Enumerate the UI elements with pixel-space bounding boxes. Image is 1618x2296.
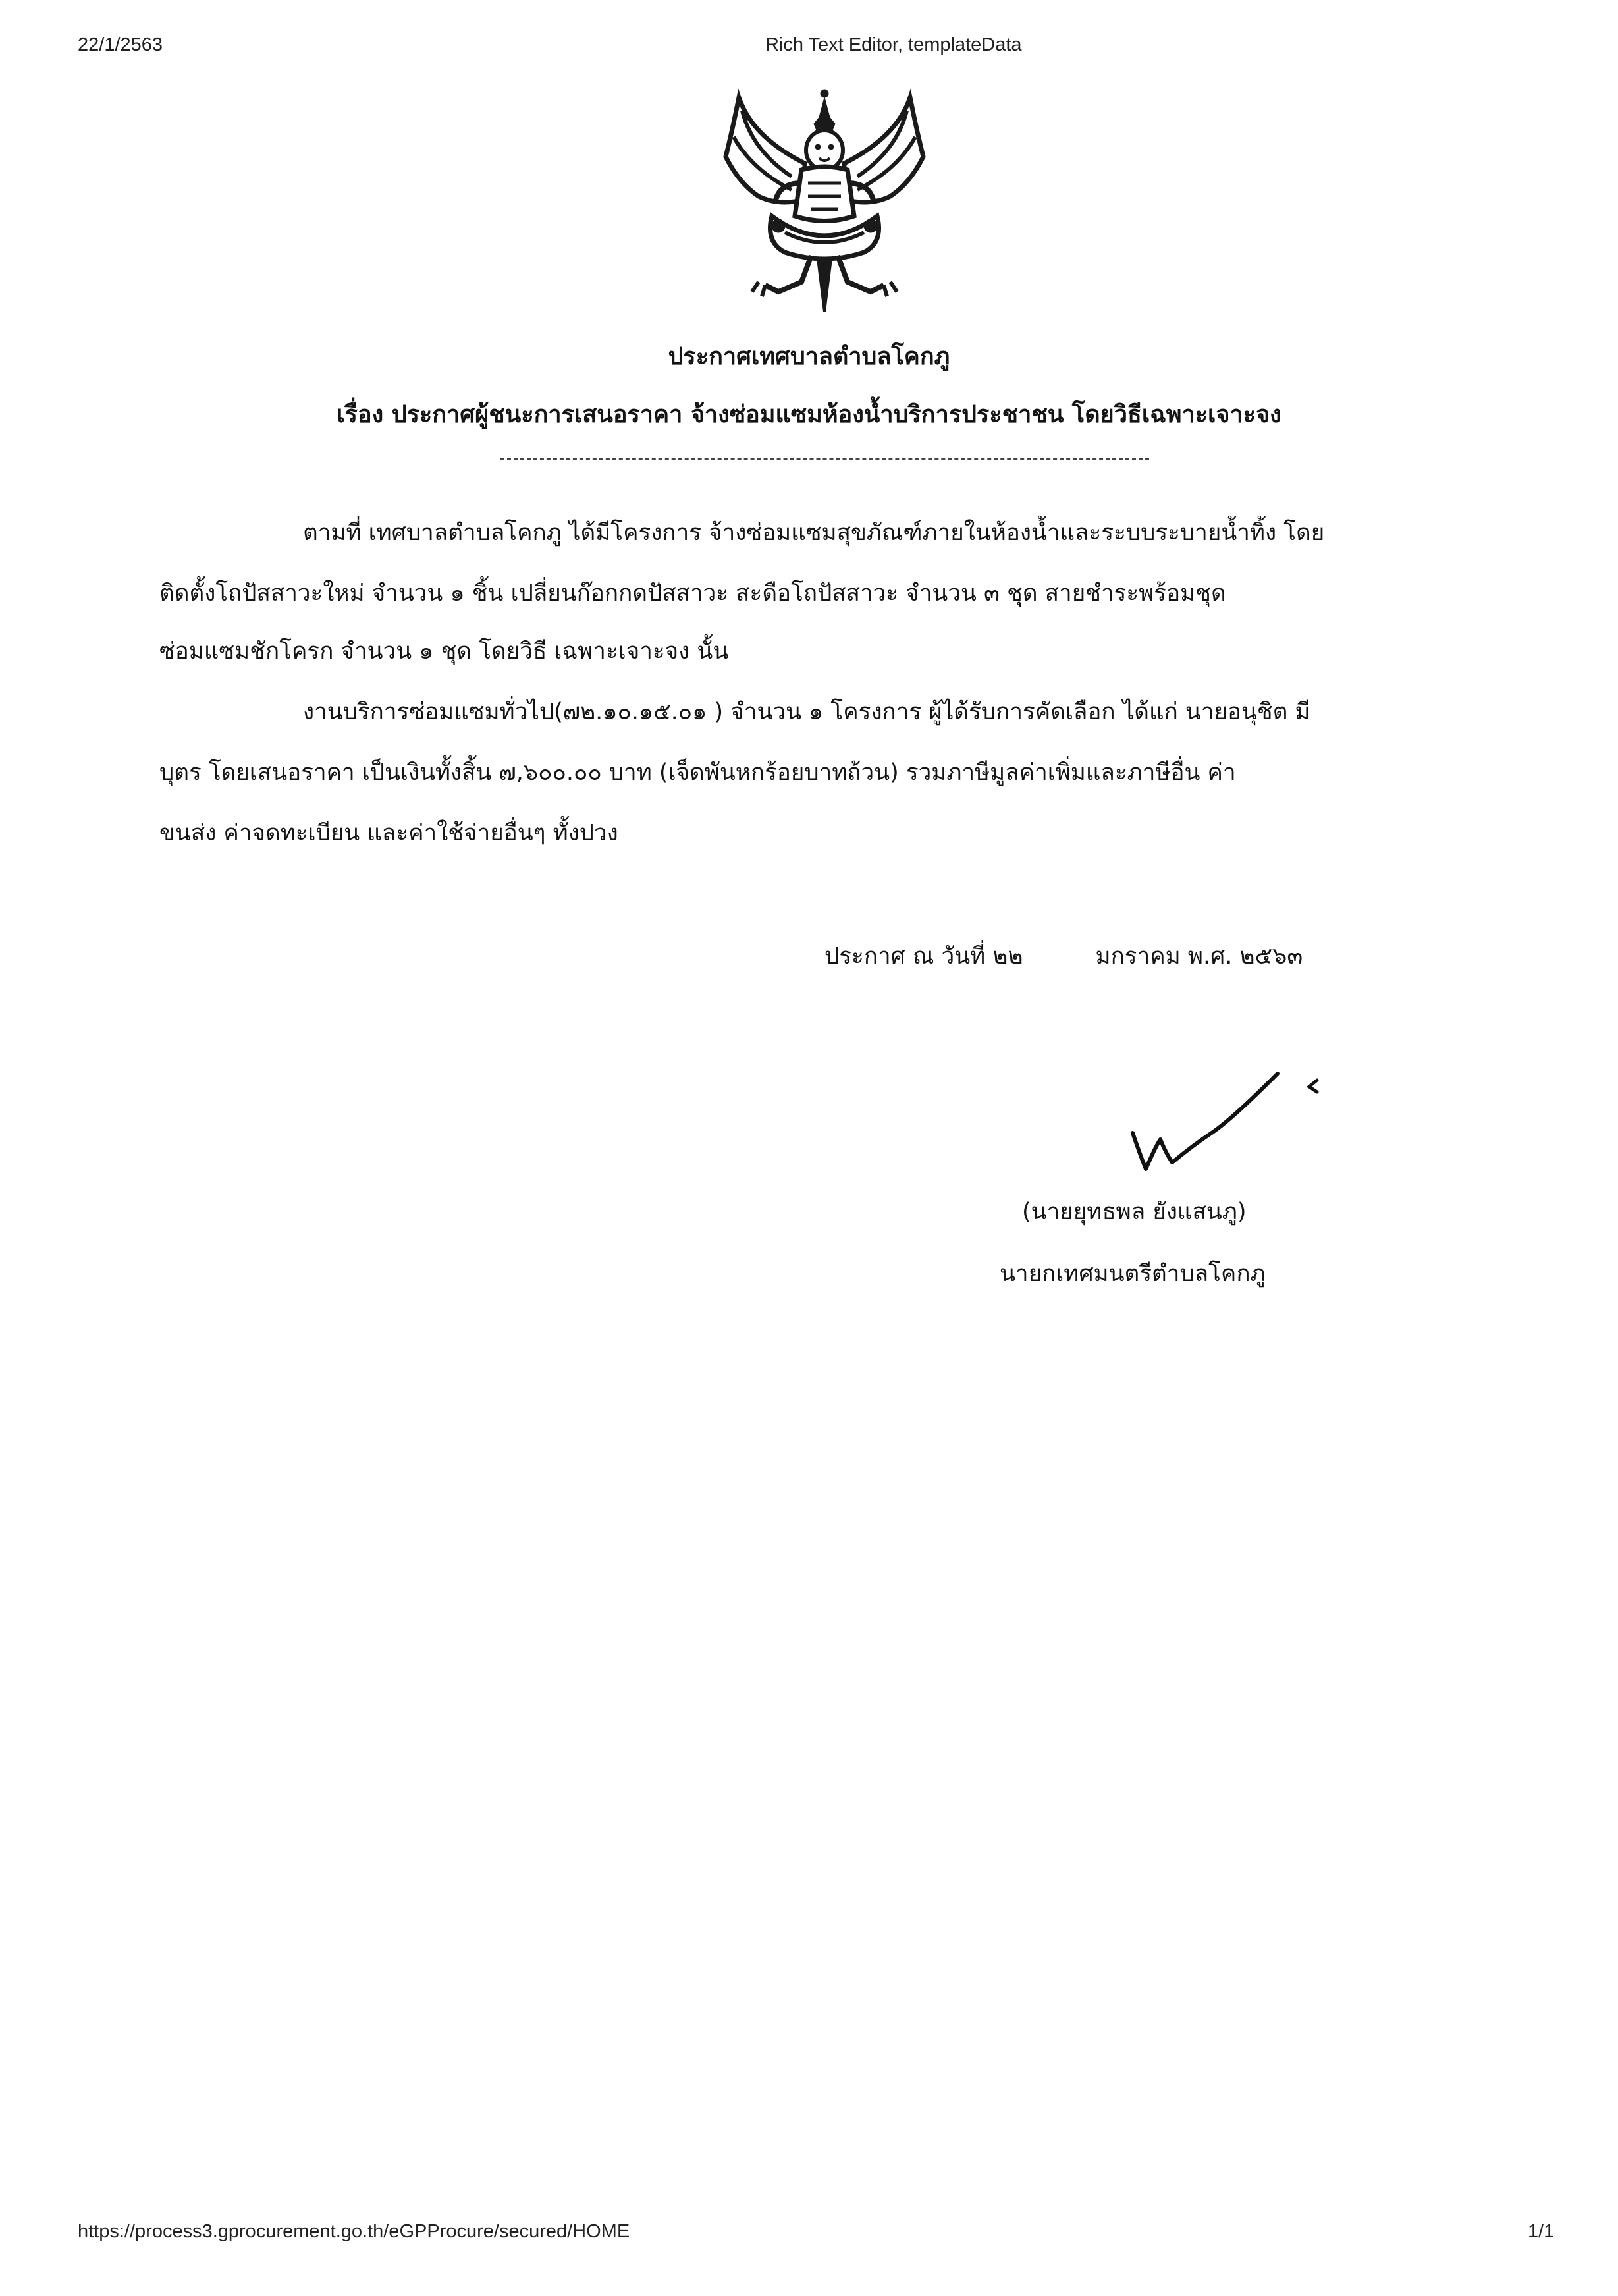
announcement-day: ๒๒	[992, 943, 1023, 970]
announcement-date-prefix: ประกาศ ณ วันที่	[824, 943, 986, 970]
print-date: 22/1/2563	[78, 34, 163, 55]
paragraph-1-line: ติดตั้งโถปัสสาวะใหม่ จำนวน ๑ ชิ้น เปลี่ยนก๊อกกดปัสสาวะ สะดือโถปัสสาวะ จำนวน ๓ ชุด สายชำระพร้อมชุด	[159, 580, 1226, 607]
print-page-number: 1/1	[1528, 2221, 1555, 2242]
dashed-divider	[500, 458, 1149, 460]
paragraph-2-line: บุตร โดยเสนอราคา เป็นเงินทั้งสิ้น ๗,๖๐๐.๐๐ บาท (เจ็ดพันหกร้อยบาทถ้วน) รวมภาษีมูลค่าเพิ่มและภาษีอื่น ค่า	[159, 759, 1236, 786]
garuda-emblem-icon	[713, 84, 936, 318]
announcement-month-year: มกราคม พ.ศ. ๒๕๖๓	[1095, 943, 1303, 970]
document-title: ประกาศเทศบาลตำบลโคกภู	[668, 343, 950, 370]
document-subject: เรื่อง ประกาศผู้ชนะการเสนอราคา จ้างซ่อมแซมห้องน้ำบริการประชาชน โดยวิธีเฉพาะเจาะจง	[337, 401, 1281, 428]
signer-name: (นายยุทธพล ยังแสนภู)	[1022, 1199, 1247, 1225]
print-url: https://process3.gprocurement.go.th/eGPProcure/secured/HOME	[78, 2221, 630, 2242]
paragraph-1-line: ซ่อมแซมชักโครก จำนวน ๑ ชุด โดยวิธี เฉพาะเจาะจง นั้น	[159, 638, 729, 665]
signature-icon	[1119, 1054, 1343, 1179]
announcement-date	[824, 938, 1303, 974]
paragraph-2-line: ขนส่ง ค่าจดทะเบียน และค่าใช้จ่ายอื่นๆ ทั้งปวง	[159, 820, 618, 846]
paragraph-1-line: ตามที่ เทศบาลตำบลโคกภู ได้มีโครงการ จ้างซ่อมแซมสุขภัณฑ์ภายในห้องน้ำและระบบระบายน้ำทิ้ง โดย	[303, 520, 1325, 546]
signer-position: นายกเทศมนตรีตำบลโคกภู	[1000, 1261, 1266, 1287]
paragraph-2-line: งานบริการซ่อมแซมทั่วไป(๗๒.๑๐.๑๕.๐๑ ) จำนวน ๑ โครงการ ผู้ได้รับการคัดเลือก ได้แก่ นายอนุชิต มี	[303, 699, 1310, 725]
print-page-title: Rich Text Editor, templateData	[765, 34, 1022, 55]
